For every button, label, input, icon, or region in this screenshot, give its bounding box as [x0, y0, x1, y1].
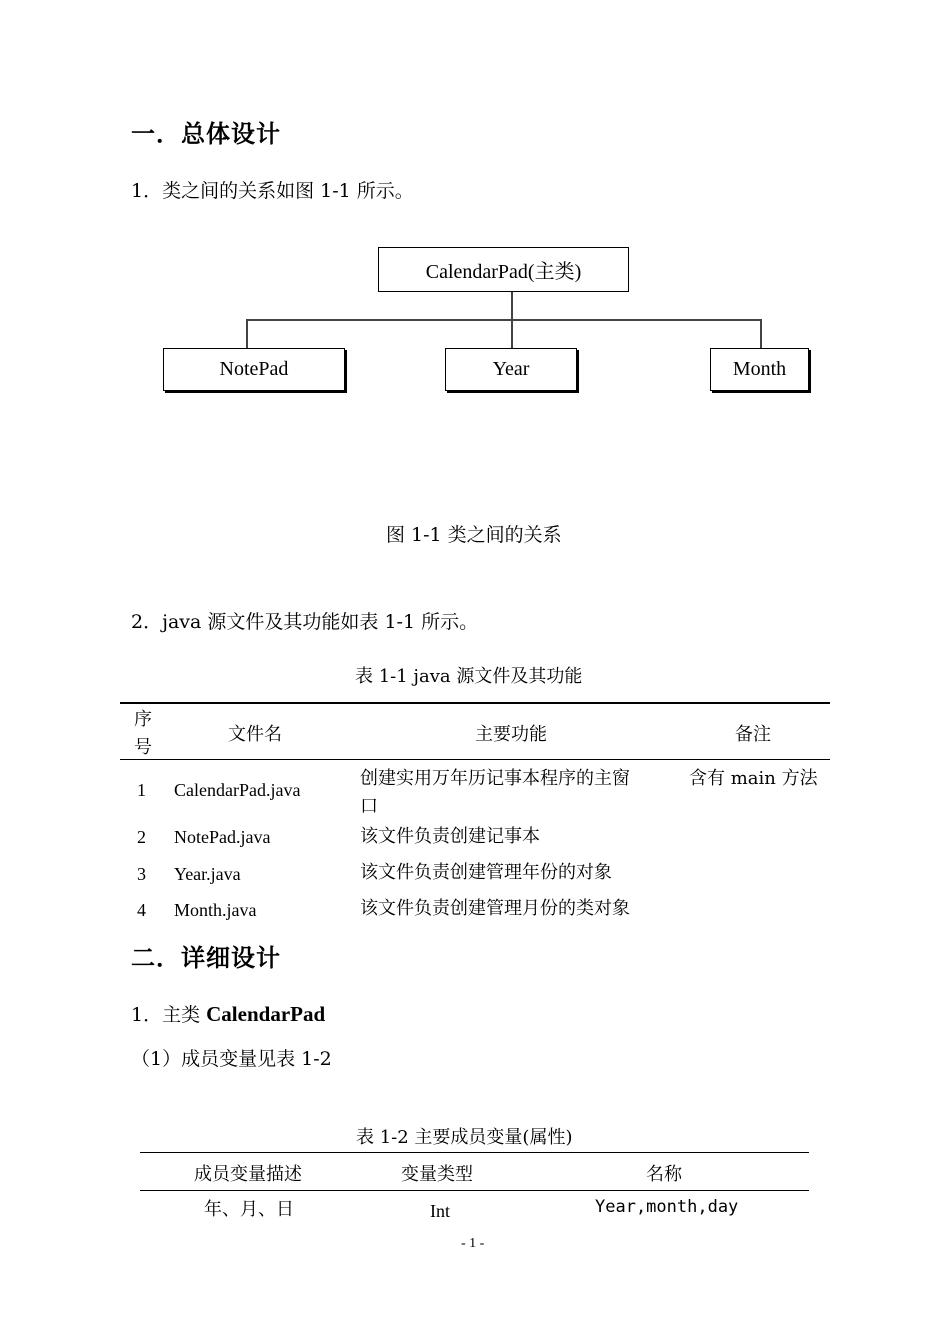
paragraph-main-class-prefix: 1．主类	[131, 1004, 207, 1026]
table1-cell-file: Month.java	[174, 900, 257, 920]
table2-caption: 表 1-2 主要成员变量(属性)	[356, 1127, 573, 1148]
diagram-child-box-year: Year	[445, 348, 577, 391]
table1-caption: 表 1-1 java 源文件及其功能	[355, 666, 583, 687]
table1-cell-no: 1	[137, 780, 146, 800]
table2-header-rule	[140, 1190, 809, 1191]
table1-header-rule	[120, 759, 830, 760]
table1-cell-function: 该文件负责创建管理月份的类对象	[360, 898, 630, 919]
table1-cell-function-cont: 口	[360, 796, 378, 817]
table1-cell-no: 2	[137, 827, 146, 847]
table1-cell-function: 该文件负责创建管理年份的对象	[360, 862, 612, 883]
table2-cell-name: Year,month,day	[595, 1197, 739, 1217]
table1-header-file: 文件名	[228, 724, 282, 745]
table1-header-no: 序号	[134, 709, 152, 758]
table1-cell-function: 创建实用万年历记事本程序的主窗	[360, 768, 630, 789]
main-class-name: CalendarPad	[206, 1002, 326, 1026]
diagram-main-class-box: CalendarPad(主类)	[378, 247, 629, 292]
table1-header-function: 主要功能	[475, 724, 547, 745]
paragraph-class-relations: 1．类之间的关系如图 1-1 所示。	[131, 180, 414, 202]
table2-header-type: 变量类型	[401, 1164, 473, 1185]
section-heading-detailed-design: 二．详细设计	[131, 944, 281, 972]
table1-cell-file: CalendarPad.java	[174, 780, 301, 800]
table2-header-desc: 成员变量描述	[194, 1164, 302, 1185]
diagram-connector	[246, 319, 762, 321]
table1-cell-function: 该文件负责创建记事本	[360, 826, 540, 847]
table1-cell-file: Year.java	[174, 864, 241, 884]
page-number: - 1 -	[461, 1236, 485, 1251]
diagram-child-box-notepad: NotePad	[163, 348, 345, 391]
table1-cell-file: NotePad.java	[174, 827, 271, 847]
table1-top-rule	[120, 702, 830, 704]
section-heading-overall-design: 一．总体设计	[131, 120, 281, 148]
paragraph-main-class	[131, 1000, 325, 1027]
table2-cell-desc: 年、月、日	[204, 1199, 294, 1220]
diagram-connector	[760, 319, 762, 348]
paragraph-member-vars: （1）成员变量见表 1-2	[131, 1048, 332, 1070]
table2-header-name: 名称	[646, 1164, 682, 1185]
table2-cell-type: Int	[430, 1201, 450, 1221]
table1-header-note: 备注	[735, 724, 771, 745]
table1-cell-note: 含有 main 方法	[689, 768, 818, 789]
diagram-connector	[246, 319, 248, 348]
table2-top-rule	[140, 1152, 809, 1153]
table1-cell-no: 4	[137, 900, 146, 920]
table1-cell-no: 3	[137, 864, 146, 884]
figure-caption: 图 1-1 类之间的关系	[386, 524, 562, 546]
paragraph-source-files: 2．java 源文件及其功能如表 1-1 所示。	[131, 611, 479, 633]
diagram-child-box-month: Month	[710, 348, 809, 391]
